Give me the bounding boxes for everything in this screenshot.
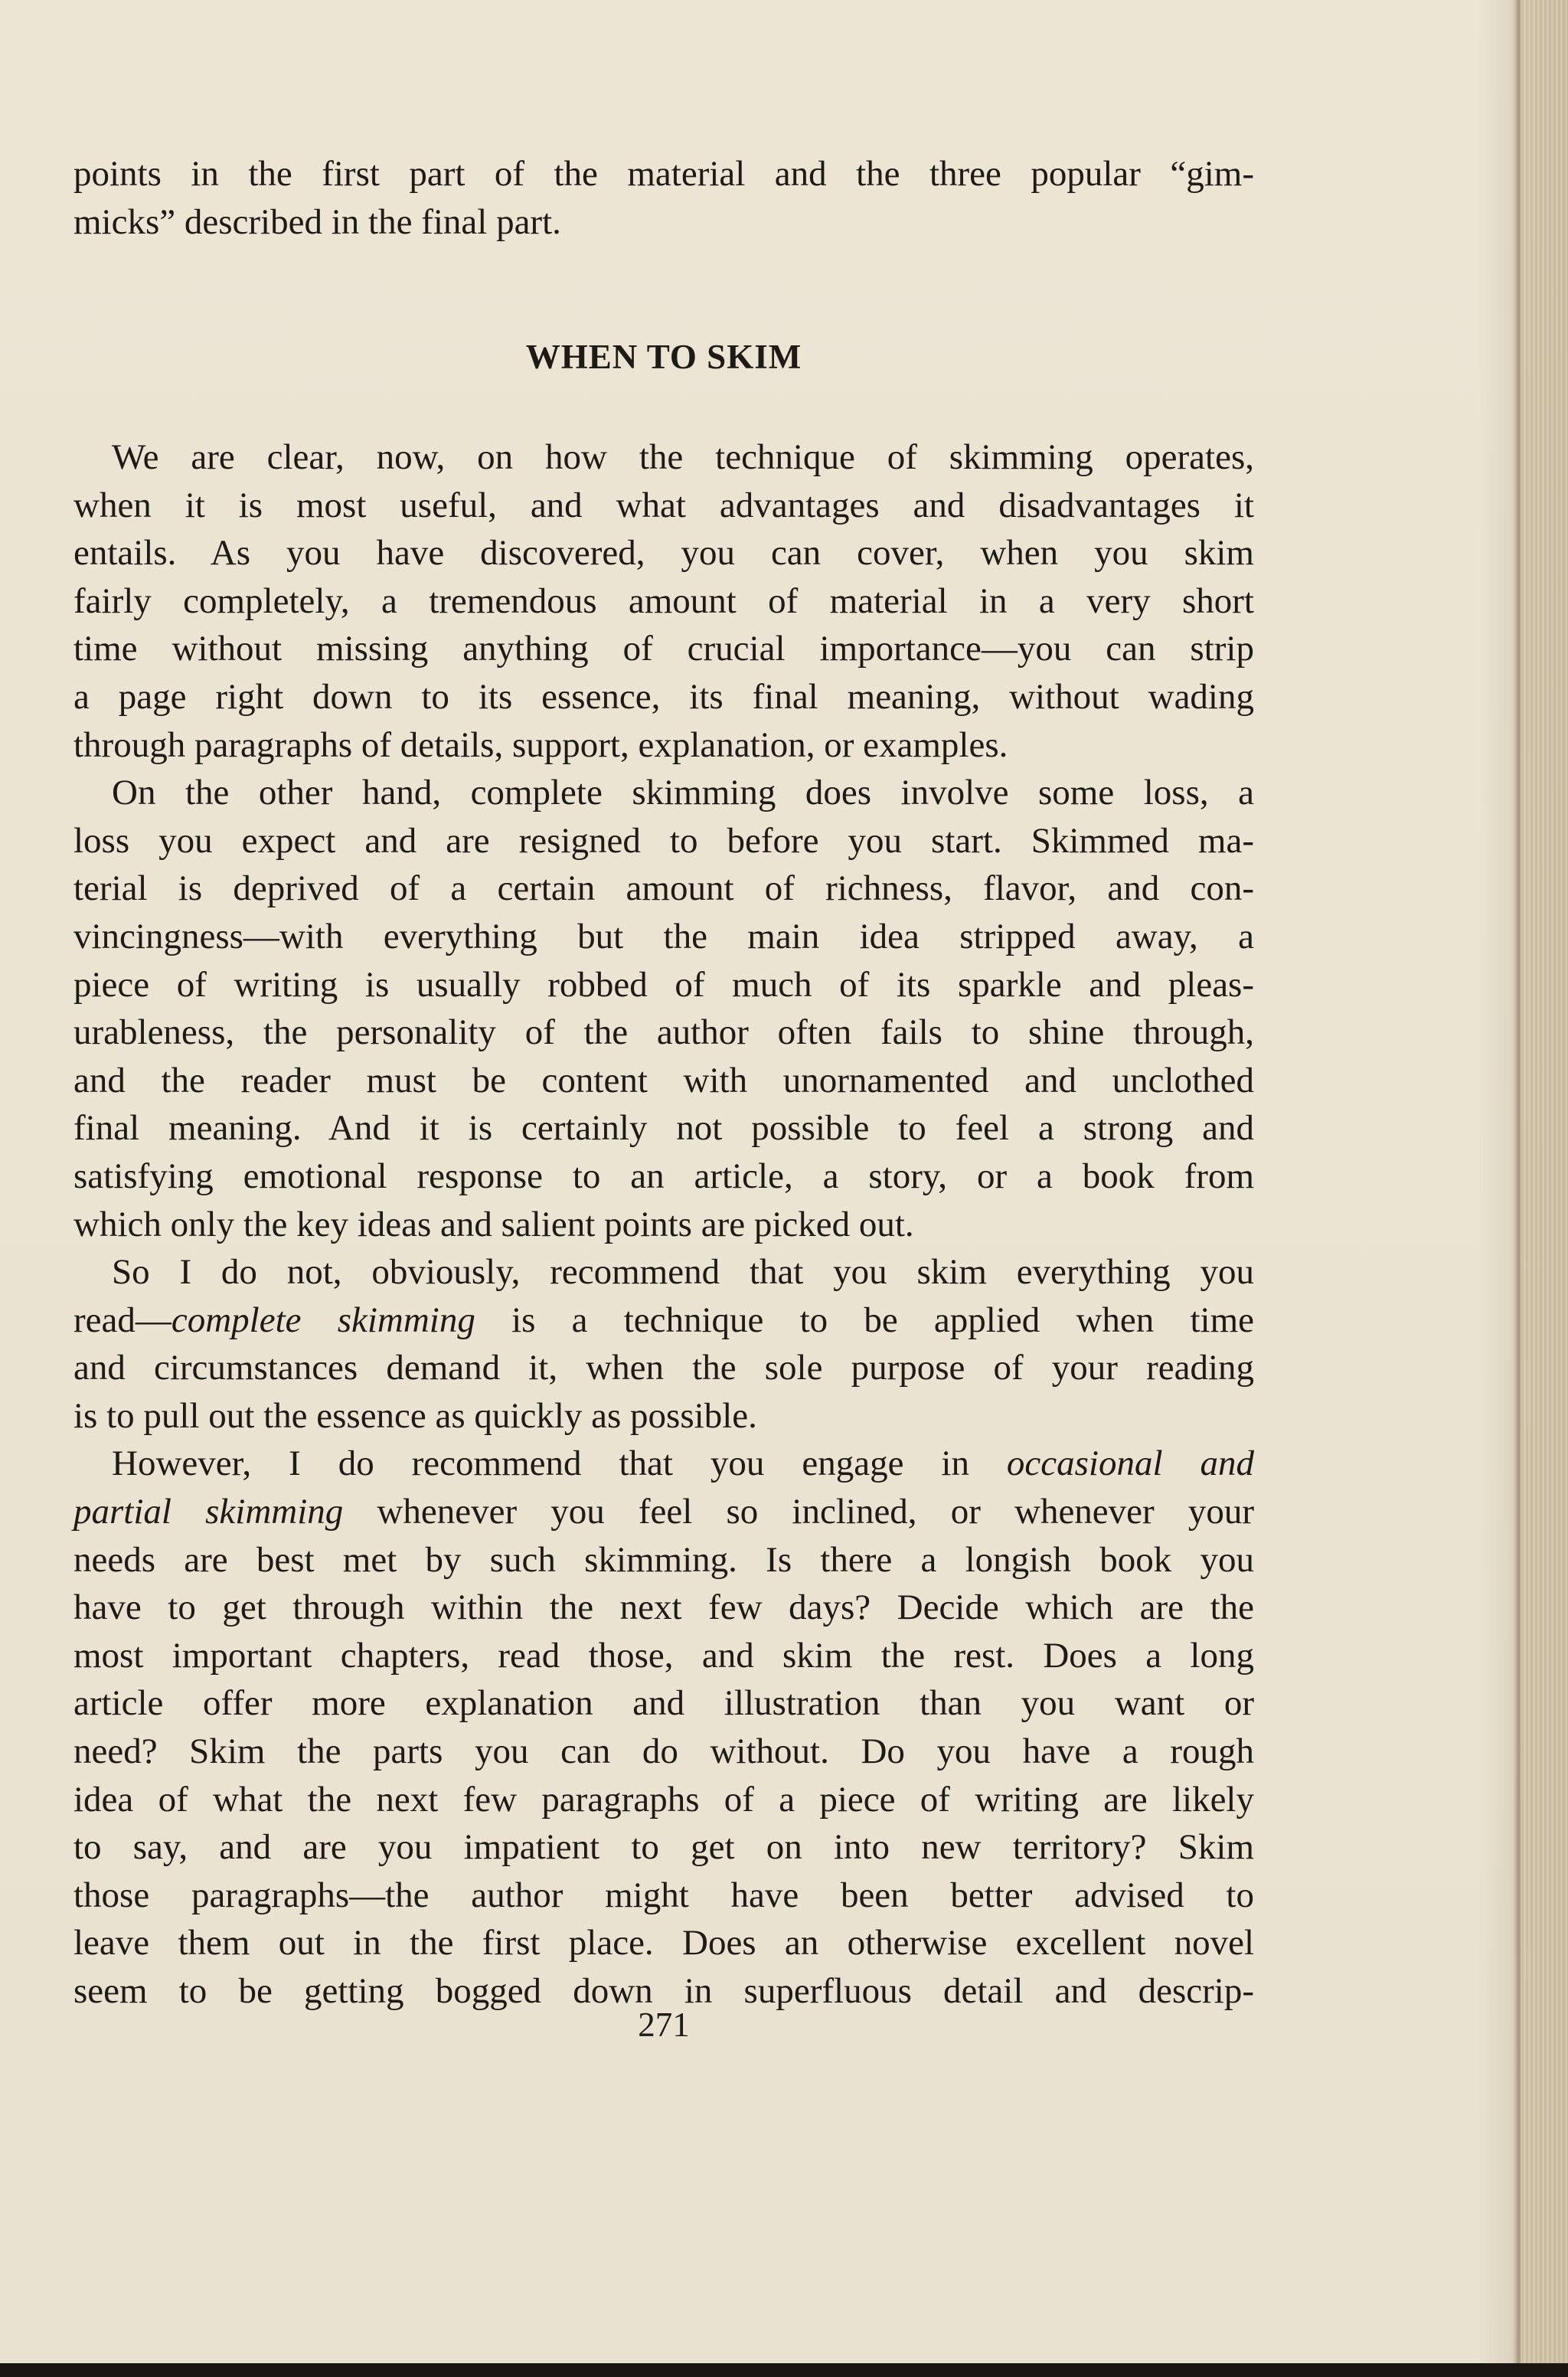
text-line: article offer more explanation and illustration than you want or bbox=[74, 1683, 1254, 1724]
text-line: piece of writing is usually robbed of much of its sparkle and pleas- bbox=[74, 964, 1254, 1005]
text-line: which only the key ideas and salient points are picked out. bbox=[74, 1204, 914, 1244]
text-line: when it is most useful, and what advantages and disadvantages it bbox=[74, 485, 1254, 525]
text-line: final meaning. And it is certainly not possible to feel a strong and bbox=[74, 1108, 1254, 1149]
text-segment: whenever you feel so inclined, or whenever your bbox=[343, 1492, 1254, 1532]
text-line: satisfying emotional response to an article, a story, or a book from bbox=[74, 1156, 1254, 1196]
section-heading: WHEN TO SKIM bbox=[525, 338, 802, 376]
italic-phrase: complete skimming bbox=[171, 1300, 475, 1340]
text-line: and the reader must be content with unornamented and unclothed bbox=[74, 1060, 1254, 1100]
page-number: 271 bbox=[638, 2006, 690, 2044]
text-line: is to pull out the essence as quickly as possible. bbox=[74, 1395, 757, 1436]
text-line: needs are best met by such skimming. Is there a longish book you bbox=[74, 1539, 1254, 1580]
text-line bbox=[74, 1440, 1254, 1488]
text-line: most important chapters, read those, and skim the rest. Does a long bbox=[74, 1635, 1254, 1676]
text-line: We are clear, now, on how the technique of skimming operates, bbox=[112, 437, 1254, 477]
text-line: leave them out in the first place. Does an otherwise excellent novel bbox=[74, 1923, 1254, 1963]
text-line: terial is deprived of a certain amount of richness, flavor, and con- bbox=[74, 868, 1254, 909]
italic-phrase: occasional and bbox=[1006, 1444, 1254, 1484]
text-line: So I do not, obviously, recommend that you skim everything you bbox=[112, 1252, 1254, 1293]
text-line: and circumstances demand it, when the sole purpose of your reading bbox=[74, 1348, 1254, 1388]
text-line: micks” described in the final part. bbox=[74, 201, 561, 242]
text-line: seem to be getting bogged down in superfluous detail and descrip- bbox=[74, 1971, 1254, 2011]
scan-border bbox=[0, 2363, 1568, 2377]
text-line: those paragraphs—the author might have been better advised to bbox=[74, 1875, 1254, 1915]
text-line: idea of what the next few paragraphs of a piece of writing are likely bbox=[74, 1779, 1254, 1820]
page-gutter-shadow bbox=[1513, 0, 1521, 2377]
text-segment: is a technique to be applied when time bbox=[475, 1300, 1254, 1340]
italic-phrase: partial skimming bbox=[74, 1492, 344, 1532]
text-line: through paragraphs of details, support, explanation, or examples. bbox=[74, 724, 1008, 765]
text-line: vincingness—with everything but the main idea stripped away, a bbox=[74, 916, 1254, 956]
text-line bbox=[74, 1296, 1254, 1345]
text-segment: read— bbox=[74, 1300, 172, 1340]
text-line: need? Skim the parts you can do without. Do you have a rough bbox=[74, 1731, 1254, 1772]
text-line: On the other hand, complete skimming does involve some loss, a bbox=[112, 773, 1254, 813]
text-line: points in the first part of the material and the three popular “gim- bbox=[74, 154, 1254, 194]
text-line: a page right down to its essence, its final meaning, without wading bbox=[74, 676, 1254, 717]
text-line: to say, and are you impatient to get on into new territory? Skim bbox=[74, 1827, 1254, 1868]
text-line bbox=[74, 1488, 1254, 1536]
intro-paragraph bbox=[74, 150, 1254, 246]
page-edge bbox=[1514, 0, 1568, 2377]
text-line: fairly completely, a tremendous amount of material in a very short bbox=[74, 580, 1254, 621]
text-line: urableness, the personality of the author often fails to shine through, bbox=[74, 1012, 1254, 1053]
body-text bbox=[74, 433, 1254, 2016]
text-line: time without missing anything of crucial importance—you can strip bbox=[74, 629, 1254, 669]
text-line: loss you expect and are resigned to before you start. Skimmed ma- bbox=[74, 820, 1254, 861]
text-line: have to get through within the next few days? Decide which are the bbox=[74, 1587, 1254, 1628]
text-line: entails. As you have discovered, you can cover, when you skim bbox=[74, 533, 1254, 574]
text-segment: However, I do recommend that you engage in bbox=[112, 1444, 1007, 1484]
